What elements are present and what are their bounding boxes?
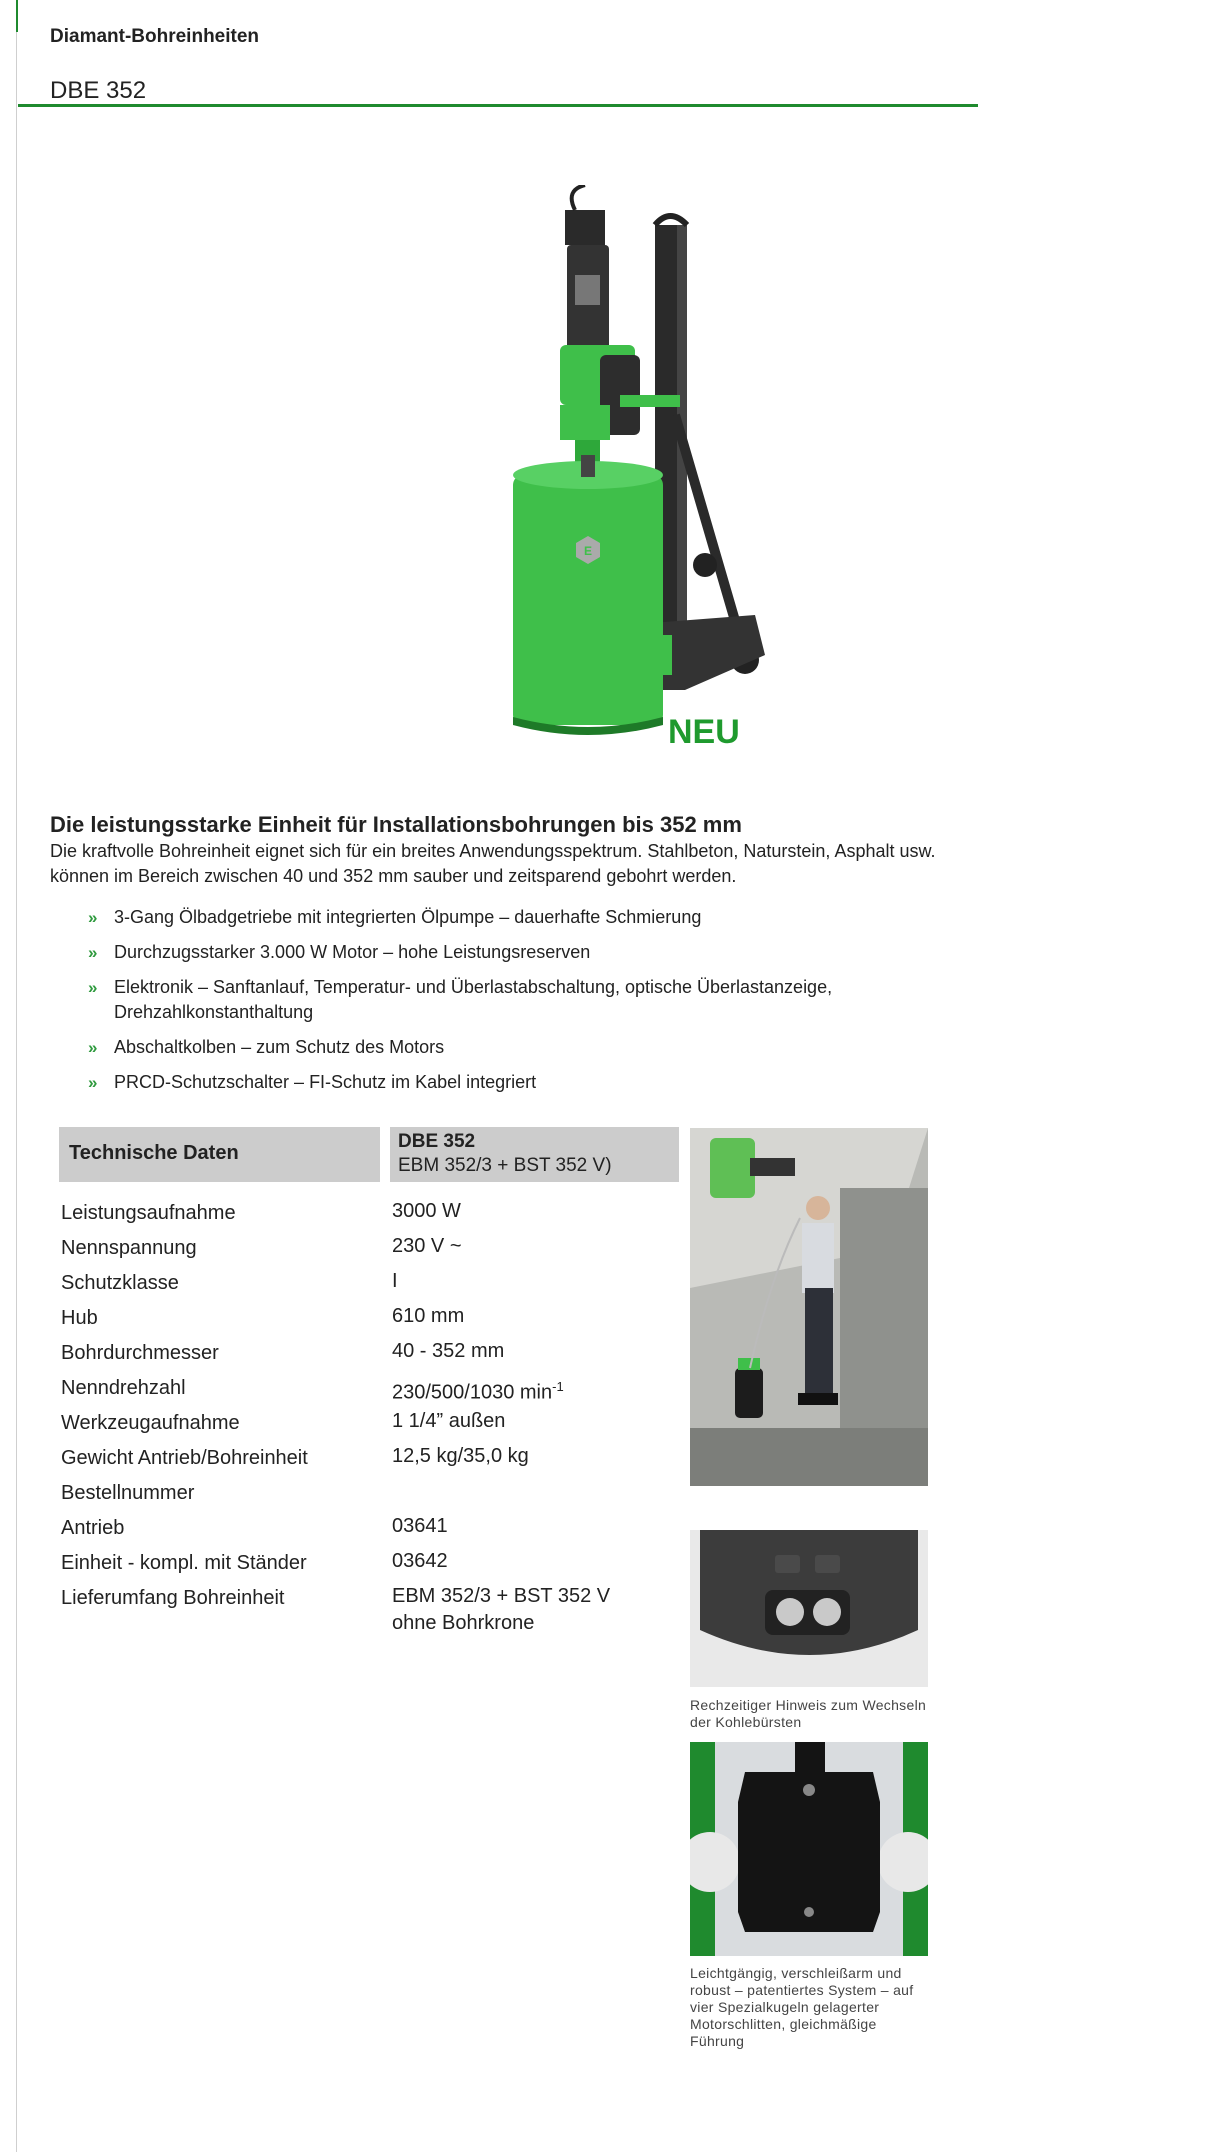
bullet-icon: » <box>88 1038 98 1057</box>
spec-value: 610 mm <box>392 1305 465 1327</box>
feature-item: » Abschaltkolben – zum Schutz des Motors <box>88 1035 988 1060</box>
spec-value: 03642 <box>392 1550 448 1572</box>
spec-value: EBM 352/3 + BST 352 V ohne Bohrkrone <box>392 1585 611 1634</box>
spec-label: Leistungsaufnahme <box>61 1202 236 1224</box>
spec-label: Bohrdurchmesser <box>61 1342 219 1364</box>
spec-value: 1 1/4” außen <box>392 1410 506 1432</box>
spec-label: Gewicht Antrieb/Bohreinheit <box>61 1447 308 1469</box>
spec-value: 40 - 352 mm <box>392 1340 505 1362</box>
spec-label: Nenndrehzahl <box>61 1377 186 1399</box>
brush-indicator-photo <box>690 1530 928 1687</box>
intro-headline: Die leistungsstarke Einheit für Installationsbohrungen bis 352 mm <box>50 812 742 837</box>
photo-caption-carriage: Leichtgängig, verschleißarm und robust – patentiertes System – auf vier Spezialkugeln gelagerter Motorschlitten, gleichmäßige Führung <box>690 1965 914 2049</box>
left-margin-rule <box>16 0 17 2152</box>
worker-drilling-photo <box>690 1128 928 1486</box>
spec-label: Bestellnummer <box>61 1482 195 1504</box>
spec-label: Schutzklasse <box>61 1272 179 1294</box>
feature-item: » PRCD-Schutzschalter – FI-Schutz im Kabel integriert <box>88 1070 988 1095</box>
spec-label: Nennspannung <box>61 1237 197 1259</box>
spec-value-rpm: 230/500/1030 $\min^{-1}$ <box>392 1379 564 1404</box>
feature-list <box>88 905 988 1105</box>
spec-value: 3000 W <box>392 1200 461 1222</box>
bullet-icon: » <box>88 908 98 927</box>
spec-value: 230 V ~ <box>392 1235 462 1257</box>
unit-exponent: -1 <box>552 1379 564 1394</box>
spec-header-sub: EBM 352/3 + BST 352 V) <box>398 1155 612 1176</box>
core-drill-rig-image <box>505 185 805 755</box>
photo-caption-brushes: Rechzeitiger Hinweis zum Wechseln der Kohlebürsten <box>690 1697 927 1730</box>
spec-label: Hub <box>61 1307 98 1329</box>
motor-carriage-photo <box>690 1742 928 1956</box>
feature-item: » Elektronik – Sanftanlauf, Temperatur- und Überlastabschaltung, optische Überlastanzeige, Drehzahlkonstanthaltung <box>88 977 833 1022</box>
intro-text: Die kraftvolle Bohreinheit eignet sich für ein breites Anwendungsspektrum. Stahlbeton, Naturstein, Asphalt usw. können im Bereich zwischen 40 und 352 mm sauber und zeitsparend gebohrt werden. <box>50 841 936 886</box>
bullet-icon: » <box>88 943 98 962</box>
category-title: Diamant-Bohreinheiten <box>50 26 260 47</box>
spec-header-model-cell <box>390 1127 679 1182</box>
left-accent-bar <box>16 0 18 32</box>
spec-label: Lieferumfang Bohreinheit <box>61 1587 285 1609</box>
spec-value: I <box>392 1270 398 1292</box>
spec-label: Werkzeugaufnahme <box>61 1412 240 1434</box>
spec-header-model: DBE 352 <box>398 1131 476 1152</box>
spec-header-label-cell <box>59 1127 380 1182</box>
spec-header-label: Technische Daten <box>69 1142 239 1164</box>
spec-label: Antrieb <box>61 1517 125 1539</box>
spec-value: 03641 <box>392 1515 448 1537</box>
svg-text:E: E <box>583 544 593 558</box>
bullet-icon: » <box>88 978 98 997</box>
feature-item: » Durchzugsstarker 3.000 W Motor – hohe Leistungsreserven <box>88 940 988 965</box>
new-badge: NEU <box>668 713 740 751</box>
title-divider <box>18 104 978 107</box>
spec-label: Einheit - kompl. mit Ständer <box>61 1552 307 1574</box>
spec-value: 12,5 kg/35,0 kg <box>392 1445 529 1467</box>
page-title: DBE 352 <box>50 77 147 104</box>
feature-item: » 3-Gang Ölbadgetriebe mit integrierten Ölpumpe – dauerhafte Schmierung <box>88 905 988 930</box>
bullet-icon: » <box>88 1073 98 1092</box>
